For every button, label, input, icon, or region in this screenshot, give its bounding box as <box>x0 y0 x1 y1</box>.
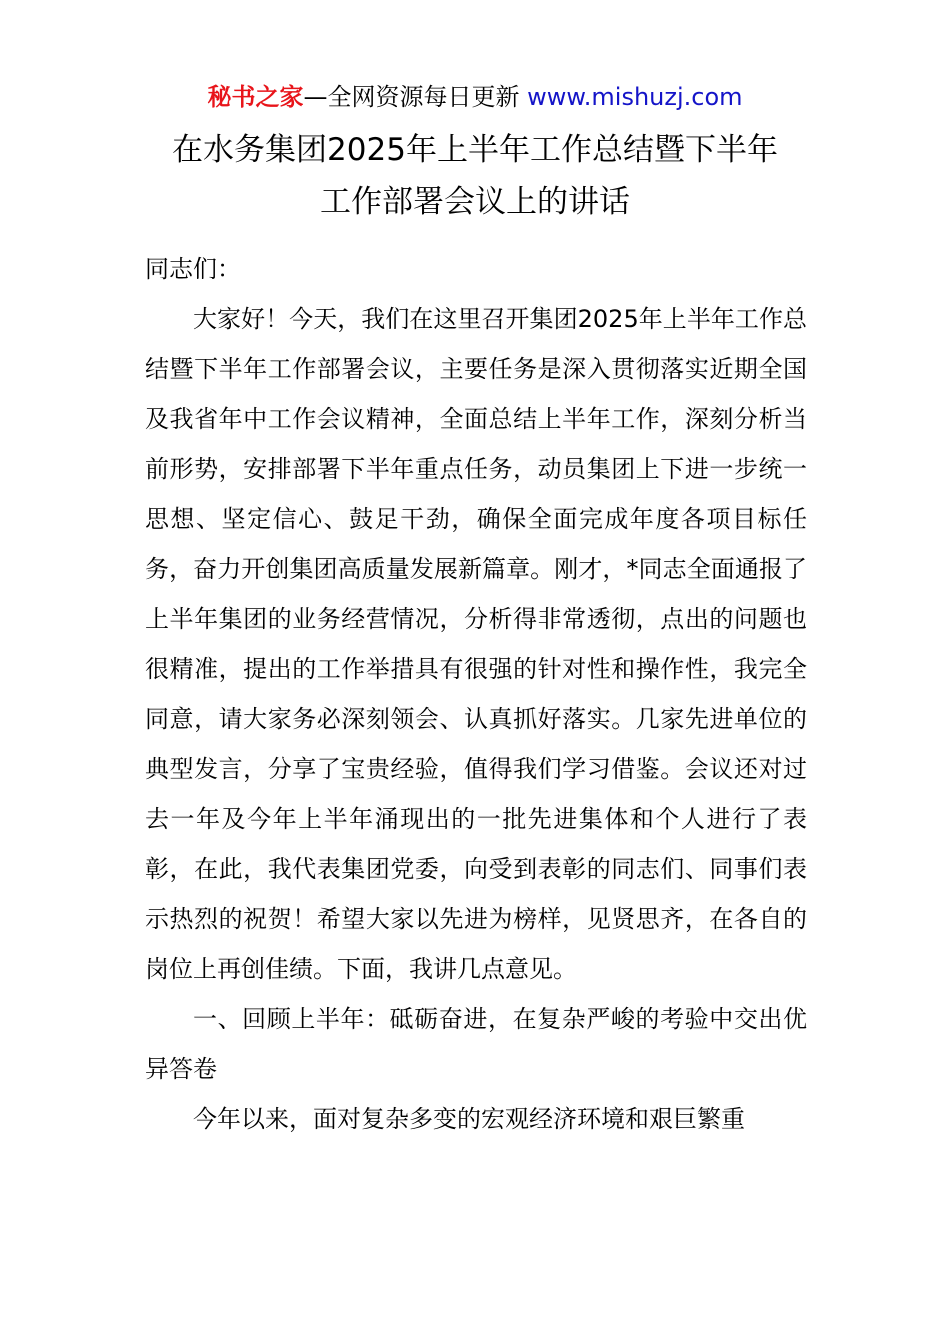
document-title <box>0 124 950 228</box>
title-line-1: 在水务集团2025年上半年工作总结暨下半年 <box>172 132 778 168</box>
header-tagline: —全网资源每日更新 <box>303 83 520 111</box>
site-url-link[interactable]: www.mishuzj.com <box>527 83 743 111</box>
document-body <box>145 244 807 1144</box>
brand-name: 秘书之家 <box>207 83 304 111</box>
site-header <box>0 80 950 114</box>
section-heading-1: 一、回顾上半年：砥砺奋进，在复杂严峻的考验中交出优异答卷 <box>145 1005 807 1083</box>
salutation: 同志们： <box>145 255 241 283</box>
title-line-2: 工作部署会议上的讲话 <box>320 184 630 220</box>
paragraph-opening: 大家好！今天，我们在这里召开集团2025年上半年工作总结暨下半年工作部署会议，主要任务是深入贯彻落实近期全国及我省年中工作会议精神，全面总结上半年工作，深刻分析当前形势，安排部署下半年重点任务，动员集团上下进一步统一思想、坚定信心、鼓足干劲，确保全面完成年度各项目标任务，奋力开创集团高质量发展新篇章。刚才，*同志全面通报了上半年集团的业务经营情况，分析得非常透彻，点出的问题也很精准，提出的工作举措具有很强的针对性和操作性，我完全同意，请大家务必深刻领会、认真抓好落实。几家先进单位的典型发言，分享了宝贵经验，值得我们学习借鉴。会议还对过去一年及今年上半年涌现出的一批先进集体和个人进行了表彰，在此，我代表集团党委，向受到表彰的同志们、同事们表示热烈的祝贺！希望大家以先进为榜样，见贤思齐，在各自的岗位上再创佳绩。下面，我讲几点意见。 <box>145 305 807 983</box>
paragraph-section-1: 今年以来，面对复杂多变的宏观经济环境和艰巨繁重 <box>193 1105 745 1133</box>
